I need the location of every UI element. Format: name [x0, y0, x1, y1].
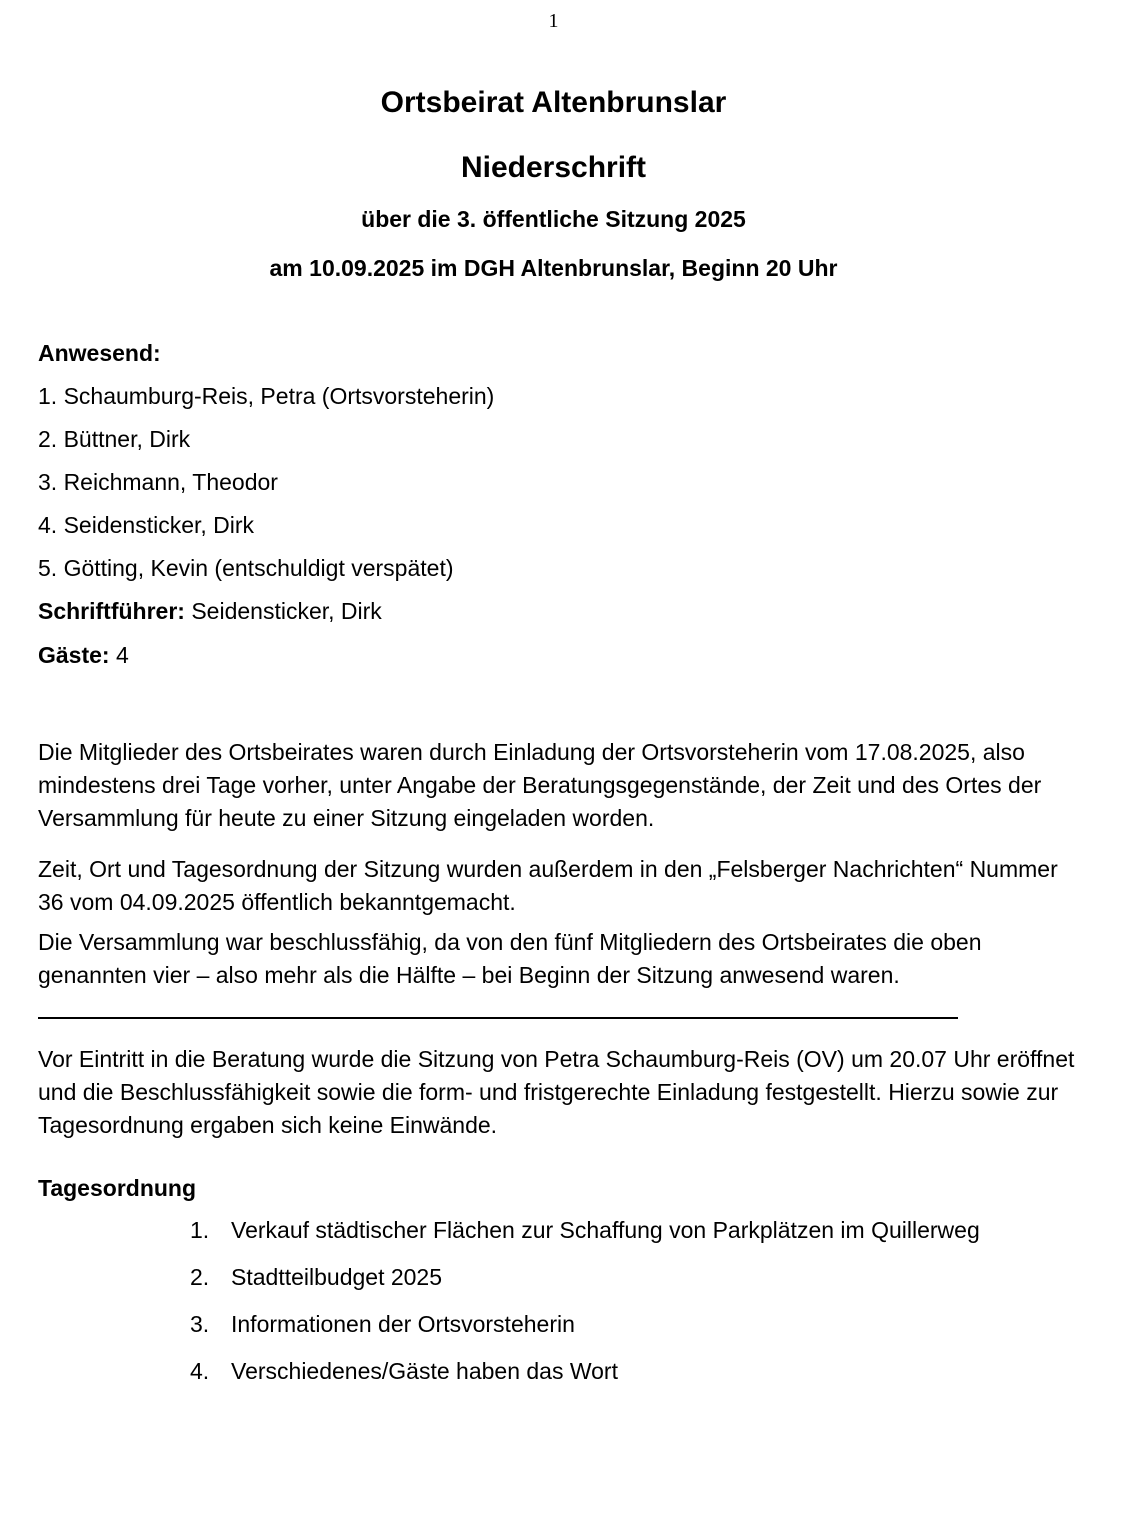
- guests-label: Gäste:: [38, 642, 110, 668]
- guests-value: 4: [109, 642, 129, 668]
- agenda-item: [190, 1264, 442, 1291]
- attendee-item: 5. Götting, Kevin (entschuldigt verspätet): [38, 555, 454, 581]
- agenda-item-text: Stadtteilbudget 2025: [231, 1264, 443, 1290]
- document-type: Niederschrift: [460, 151, 647, 184]
- agenda-heading: Tagesordnung: [38, 1175, 197, 1201]
- guests-line: [38, 642, 129, 669]
- session-date-location: am 10.09.2025 im DGH Altenbrunslar, Beginn 20 Uhr: [269, 255, 838, 281]
- attendee-item: 3. Reichmann, Theodor: [38, 469, 278, 495]
- quorum-paragraph: Die Versammlung war beschlussfähig, da von den fünf Mitgliedern des Ortsbeirates die oben genannten vier – also mehr als die Hälfte – bei Beginn der Sitzung anwesend waren.: [38, 929, 982, 988]
- agenda-item-number: 1.: [190, 1217, 210, 1243]
- recorder-line: [38, 598, 382, 625]
- agenda-item: [190, 1358, 618, 1385]
- agenda-item-number: 3.: [190, 1311, 210, 1337]
- agenda-item: [190, 1217, 980, 1244]
- announcement-paragraph: Zeit, Ort und Tagesordnung der Sitzung wurden außerdem in den „Felsberger Nachrichten“ Nummer 36 vom 04.09.2025 öffentlich bekanntgemacht.: [38, 856, 1058, 915]
- recorder-label: Schriftführer:: [38, 598, 185, 624]
- separator-line: [38, 1017, 958, 1019]
- page-number: 1: [548, 10, 559, 32]
- document-title: Ortsbeirat Altenbrunslar: [380, 86, 727, 119]
- opening-paragraph: Vor Eintritt in die Beratung wurde die Sitzung von Petra Schaumburg-Reis (OV) um 20.07 Uhr eröffnet und die Beschlussfähigkeit sowie die form- und fristgerechte Einladung festgestellt. Hierzu sowie zur Tagesordnung ergaben sich keine Einwände.: [38, 1046, 1075, 1138]
- attendee-item: 4. Seidensticker, Dirk: [38, 512, 255, 538]
- agenda-item-text: Informationen der Ortsvorsteherin: [231, 1311, 575, 1337]
- session-subtitle: über die 3. öffentliche Sitzung 2025: [361, 206, 746, 232]
- attendee-item: 1. Schaumburg-Reis, Petra (Ortsvorsteherin): [38, 383, 495, 409]
- agenda-item: [190, 1311, 575, 1338]
- agenda-item-text: Verkauf städtischer Flächen zur Schaffung von Parkplätzen im Quillerweg: [231, 1217, 980, 1243]
- agenda-item-number: 4.: [190, 1358, 210, 1384]
- agenda-item-text: Verschiedenes/Gäste haben das Wort: [231, 1358, 618, 1384]
- agenda-item-number: 2.: [190, 1264, 210, 1290]
- recorder-value: Seidensticker, Dirk: [184, 598, 382, 624]
- attendance-heading: Anwesend:: [38, 340, 161, 366]
- invitation-paragraph: Die Mitglieder des Ortsbeirates waren durch Einladung der Ortsvorsteherin vom 17.08.2025, also mindestens drei Tage vorher, unter Angabe der Beratungsgegenstände, der Zeit und des Ortes der Versammlung für heute zu einer Sitzung eingeladen worden.: [38, 739, 1042, 831]
- attendee-item: 2. Büttner, Dirk: [38, 426, 191, 452]
